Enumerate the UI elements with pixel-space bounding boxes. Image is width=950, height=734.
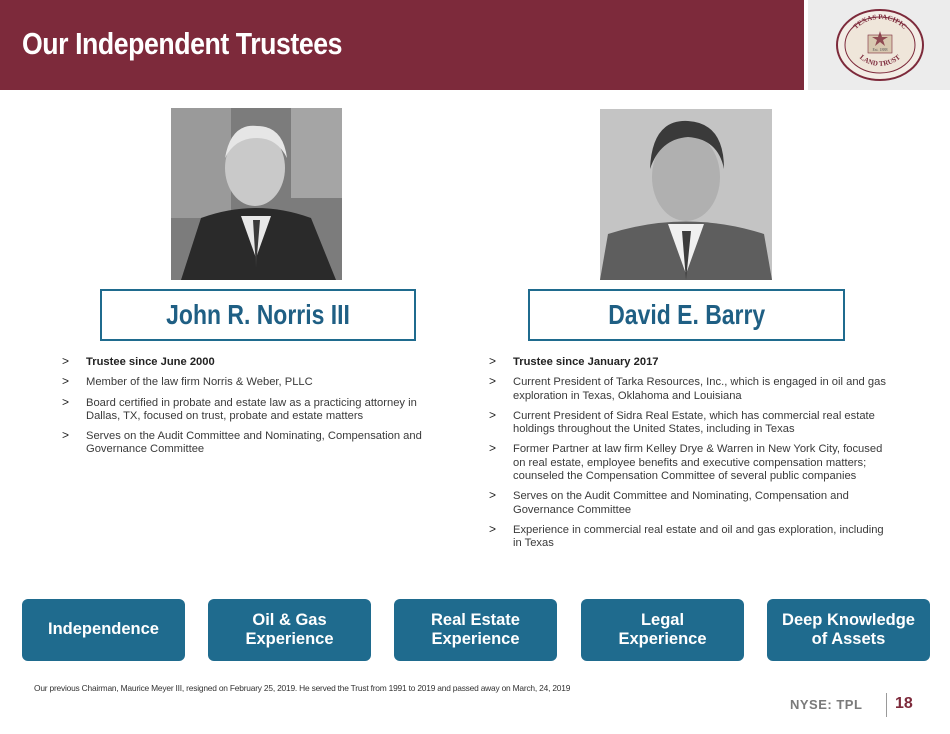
bullet-marker: > bbox=[489, 521, 497, 536]
bullet-item: > Former Partner at law firm Kelley Drye & Warren in New York City, focused on real estate, employee benefits and executive compensation matters; counseled the Compensation Committee of several public companies bbox=[489, 441, 883, 483]
bullet-item: > Board certified in probate and estate law as a practicing attorney in Dallas, TX, focused on trust, probate and estate matters bbox=[62, 394, 417, 422]
header-bar bbox=[0, 0, 804, 90]
bullet-item: > Experience in commercial real estate and oil and gas exploration, including in Texas bbox=[489, 521, 884, 550]
bullet-marker: > bbox=[489, 354, 497, 368]
trustee-name-box bbox=[528, 289, 845, 341]
trustee-name: John R. Norris III bbox=[166, 299, 350, 330]
footer-divider bbox=[886, 693, 887, 717]
bullet-marker: > bbox=[489, 374, 497, 389]
logo-panel bbox=[808, 0, 950, 90]
bullet-item: > Current President of Sidra Real Estate, which has commercial real estate holdings throughout the United States, including in Texas bbox=[489, 407, 875, 436]
bullet-item: > Serves on the Audit Committee and Nominating, Compensation and Governance Committee bbox=[62, 428, 422, 456]
stock-ticker: NYSE: TPL bbox=[790, 697, 863, 712]
bullet-marker: > bbox=[62, 354, 70, 368]
bullet-marker: > bbox=[62, 428, 70, 443]
trustee-name: David E. Barry bbox=[608, 299, 765, 330]
tag-oil-gas-experience: Oil & Gas Experience bbox=[208, 599, 371, 661]
trustee-photo-norris bbox=[171, 108, 342, 280]
footnote: Our previous Chairman, Maurice Meyer III, resigned on February 25, 2019. He served the Trust from 1991 to 2019 and passed away on March, 24, 2019 bbox=[34, 683, 571, 693]
tag-real-estate-experience: Real Estate Experience bbox=[394, 599, 557, 661]
trustee-bullet-list bbox=[489, 356, 889, 558]
bullet-item: > Trustee since June 2000 bbox=[62, 354, 215, 368]
svg-text:TEXAS PACIFIC: TEXAS PACIFIC bbox=[851, 12, 909, 31]
tag-independence: Independence bbox=[22, 599, 185, 661]
trustee-name-box bbox=[100, 289, 416, 341]
tag-deep-knowledge-of-assets: Deep Knowledge of Assets bbox=[767, 599, 930, 661]
svg-text:Est. 1888: Est. 1888 bbox=[872, 47, 888, 52]
bullet-marker: > bbox=[489, 488, 497, 503]
bullet-item: > Trustee since January 2017 bbox=[489, 354, 659, 368]
bullet-marker: > bbox=[489, 441, 497, 456]
bullet-item: > Member of the law firm Norris & Weber, PLLC bbox=[62, 374, 313, 389]
bullet-marker: > bbox=[489, 407, 497, 422]
bullet-marker: > bbox=[62, 374, 70, 389]
expertise-tags bbox=[22, 599, 930, 661]
page-number: 18 bbox=[895, 695, 913, 712]
svg-text:LAND TRUST: LAND TRUST bbox=[858, 53, 902, 68]
bullet-item: > Serves on the Audit Committee and Nominating, Compensation and Governance Committee bbox=[489, 488, 849, 516]
bullet-item: > Current President of Tarka Resources, Inc., which is engaged in oil and gas exploration in Texas, Oklahoma and Louisiana bbox=[489, 374, 886, 402]
bullet-marker: > bbox=[62, 394, 70, 409]
trustee-photo-barry bbox=[600, 109, 772, 280]
trustee-bullet-list bbox=[62, 356, 442, 464]
company-seal-logo bbox=[836, 9, 924, 81]
page-title: Our Independent Trustees bbox=[22, 26, 343, 61]
tag-legal-experience: Legal Experience bbox=[581, 599, 744, 661]
